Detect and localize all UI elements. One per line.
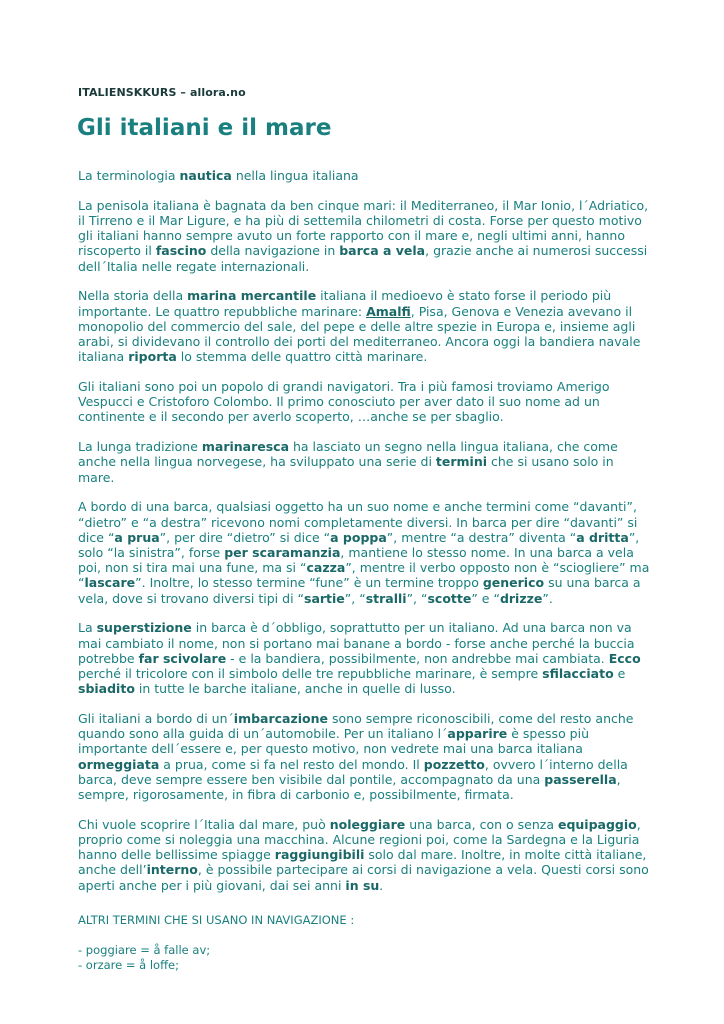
list-item: - orzare = å loffe; bbox=[78, 957, 179, 972]
term-a-prua: a prua bbox=[114, 529, 160, 545]
text-run: Chi vuole scoprire l´Italia dal mare, può bbox=[78, 816, 330, 832]
text-run: lo stemma delle quattro città marinare. bbox=[176, 349, 428, 365]
term-apparire: apparire bbox=[447, 726, 508, 742]
term-far-scivolare: far scivolare bbox=[138, 650, 227, 666]
text-run: sono sempre riconoscibili, come del resto anche quando sono alla guida di un´automobile. Per un italiano l´ bbox=[78, 711, 634, 742]
text-run: . bbox=[379, 877, 384, 893]
text-run: in tutte le barche italiane, anche in quelle di lusso. bbox=[134, 681, 456, 697]
term-superstizione: superstizione bbox=[96, 620, 192, 636]
text-run: , Pisa, Genova e Venezia avevano il monopolio del commercio del sale, del pepe e delle altre spezie in Europa e, insieme agli arabi, si dividevano il controllo dei porti del mediterraneo. Ancora oggi la bandiera navale italiana bbox=[78, 303, 641, 365]
text-run: una barca, con o senza bbox=[405, 816, 558, 832]
paragraph-tradizione bbox=[78, 439, 653, 485]
text-run: , proprio come si noleggia una macchina. Alcune regioni poi, come la Sardegna e la Liguria hanno delle bellissime spiagge bbox=[78, 816, 641, 863]
text-run: della navigazione in bbox=[206, 243, 340, 259]
term-equipaggio: equipaggio bbox=[557, 816, 637, 832]
text-run: perché il tricolore con il simbolo delle tre repubbliche marinare, è sempre bbox=[78, 666, 543, 682]
text-run: , è possibile partecipare ai corsi di navigazione a vela. Questi corsi sono aperti anche per i più giovani, dai sei anni bbox=[78, 862, 649, 893]
text-run: , mantiene lo stesso nome. In una barca a vela poi, non si tira mai una fune, ma si “ bbox=[78, 545, 634, 576]
text-run: è spesso più importante dell´essere e, per questo motivo, non vedrete mai una barca italiana bbox=[78, 726, 590, 757]
text-run: , grazie anche ai numerosi successi dell´Italia nelle regate internazionali. bbox=[78, 243, 648, 274]
text-run: su una barca a vela, dove si trovano diversi tipi di “ bbox=[78, 575, 641, 606]
text-run: che si usano solo in mare. bbox=[78, 454, 614, 485]
text-run: ”. bbox=[542, 590, 553, 606]
term-marina-mercantile: marina mercantile bbox=[187, 288, 317, 304]
text-run: - e la bandiera, possibilmente, non andrebbe mai cambiata. bbox=[226, 650, 609, 666]
term-ecco: Ecco bbox=[608, 650, 641, 666]
paragraph-superstizione bbox=[78, 620, 653, 696]
term-a-poppa: a poppa bbox=[330, 529, 387, 545]
term-stralli: stralli bbox=[365, 590, 407, 606]
term-per-scaramanzia: per scaramanzia bbox=[224, 545, 341, 561]
text-run: nella lingua italiana bbox=[231, 168, 359, 183]
text-run: ”, mentre “a destra” diventa “ bbox=[386, 529, 577, 545]
term-in-su: in su bbox=[345, 877, 380, 893]
text-run: italiana il medioevo è stato forse il periodo più importante. Le quattro repubbliche marinare: bbox=[78, 288, 612, 319]
text-run: La terminologia bbox=[78, 168, 180, 183]
term-imbarcazione: imbarcazione bbox=[233, 711, 329, 727]
term-cazza: cazza bbox=[306, 560, 346, 576]
text-run: A bordo di una barca, qualsiasi oggetto ha un suo nome e anche termini come “davanti”, “dietro” e “a destra” ricevono nomi completamente diversi. In barca per dire “davanti” si dice “ bbox=[78, 499, 638, 545]
paragraph-imbarcazione bbox=[78, 711, 653, 802]
term-interno: interno bbox=[146, 862, 198, 878]
text-run: ” e “ bbox=[471, 590, 500, 606]
text-run: , ovvero l´interno della barca, deve sempre essere ben visibile dal pontile, accompagnato da una bbox=[78, 756, 628, 787]
article-body bbox=[78, 168, 653, 973]
term-riporta: riporta bbox=[128, 349, 177, 365]
term-noleggiare: noleggiare bbox=[329, 816, 406, 832]
subtitle-paragraph bbox=[78, 168, 653, 183]
text-run: ha lasciato un segno nella lingua italiana, che come anche nella lingua norvegese, ha sviluppato una serie di bbox=[78, 439, 618, 470]
term-ormeggiata: ormeggiata bbox=[78, 756, 160, 772]
text-run: in barca è d´obbligo, soprattutto per un italiano. Ad una barca non va mai cambiato il nome, non si portano mai banane a bordo - forse anche perché la buccia potrebbe bbox=[78, 620, 635, 666]
term-barca-a-vela: barca a vela bbox=[339, 243, 426, 259]
text-run: Gli italiani a bordo di un´ bbox=[78, 711, 234, 727]
term-generico: generico bbox=[482, 575, 545, 591]
term-pozzetto: pozzetto bbox=[423, 756, 485, 772]
term-nautica: nautica bbox=[179, 168, 232, 183]
document-title: Gli italiani e il mare bbox=[77, 115, 332, 141]
term-fascino: fascino bbox=[155, 243, 207, 259]
text-run: ”, solo “la sinistra”, forse bbox=[78, 529, 640, 561]
text-run: , sempre, rigorosamente, in fibra di carbonio e, possibilmente, firmata. bbox=[78, 771, 621, 803]
term-passerella: passerella bbox=[544, 771, 617, 787]
paragraph-peninsula bbox=[78, 198, 653, 274]
link-amalfi[interactable]: Amalfi bbox=[366, 303, 411, 319]
text-run: ”. Inoltre, lo stesso termine “fune” è un termine troppo bbox=[135, 575, 483, 591]
term-sartie: sartie bbox=[304, 590, 345, 606]
text-run: Nella storia della bbox=[78, 288, 188, 304]
document-header: ITALIENSKKURS – allora.no bbox=[78, 86, 246, 99]
term-termini: termini bbox=[435, 454, 488, 470]
term-raggiungibili: raggiungibili bbox=[274, 847, 365, 863]
term-drizze: drizze bbox=[499, 590, 543, 606]
terms-list bbox=[78, 943, 653, 973]
term-scotte: scotte bbox=[427, 590, 472, 606]
text-run: La lunga tradizione bbox=[78, 439, 202, 455]
altri-termini-heading: ALTRI TERMINI CHE SI USANO IN NAVIGAZIONE : bbox=[78, 912, 355, 927]
text-run: a prua, come si fa nel resto del mondo. Il bbox=[159, 756, 424, 772]
list-item: - poggiare = å falle av; bbox=[78, 942, 211, 957]
text-run: La penisola italiana è bagnata da ben cinque mari: il Mediterraneo, il Mar Ionio, l´Adriatico, il Tirreno e il Mar Ligure, e ha più di settemila chilometri di costa. Forse per questo motivo gli italiani hanno sempre avuto un forte rapporto con il mare e, negli ultimi anni, hanno riscoperto il bbox=[78, 197, 649, 259]
text-run: ”, “ bbox=[406, 590, 428, 606]
text-run: ”, per dire “dietro” si dice “ bbox=[159, 529, 331, 545]
paragraph-a-bordo bbox=[78, 499, 653, 605]
term-a-dritta: a dritta bbox=[576, 529, 629, 545]
term-sfilacciato: sfilacciato bbox=[542, 666, 614, 682]
paragraph-marina-mercantile bbox=[78, 288, 653, 364]
term-sbiadito: sbiadito bbox=[78, 681, 135, 697]
text-run: solo dal mare. Inoltre, in molte città italiane, anche dell’ bbox=[78, 847, 647, 878]
paragraph-navigatori: Gli italiani sono poi un popolo di grandi navigatori. Tra i più famosi troviamo Amerigo Vespucci e Cristoforo Colombo. Il primo conosciuto per aver dato il suo nome ad un continente e il secondo per averlo scoperto, …anche se per sbaglio. bbox=[78, 379, 610, 425]
paragraph-noleggiare bbox=[78, 817, 653, 893]
term-marinaresca: marinaresca bbox=[201, 439, 290, 455]
term-lascare: lascare bbox=[84, 575, 136, 591]
text-run: La bbox=[78, 620, 97, 636]
text-run: e bbox=[613, 666, 626, 682]
text-run: ”, mentre il verbo opposto non è “sciogliere” ma “ bbox=[78, 560, 650, 591]
text-run: ”, “ bbox=[344, 590, 366, 606]
